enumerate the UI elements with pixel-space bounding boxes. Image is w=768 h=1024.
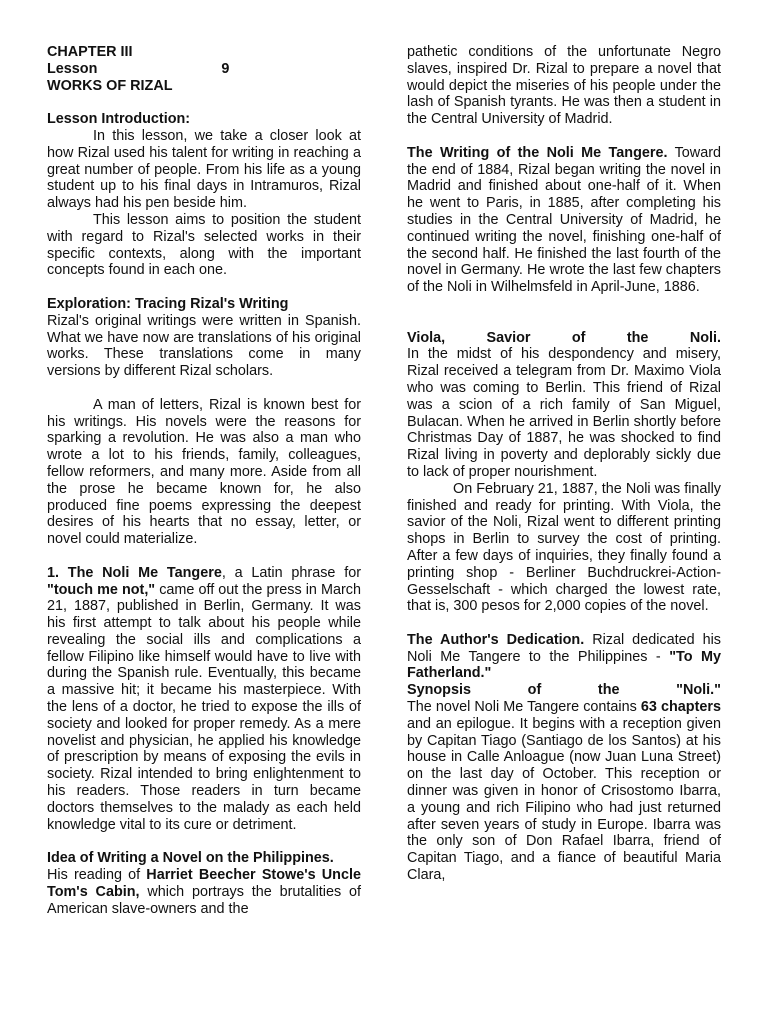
writing-paragraph: The Writing of the Noli Me Tangere. Toward the end of 1884, Rizal began writing the novel in Madrid and finished about one-half of it. When he went to Paris, in 1885, after completing his studies in the Central University of Madrid, he continued writing the novel, finishing one-half of the second half. He finished the last fourth of the novel in Germany. He wrote the last few chapters of the Noli in Wilhelmsfeld in April-June, 1886. [407, 144, 721, 296]
dedication-quote: "To My Fatherland." [407, 648, 721, 682]
viola-paragraph-1: In the midst of his despondency and misery, Rizal received a telegram from Dr. Maximo Viola who was coming to Berlin. This friend of Rizal was a scion of a rich family of San Miguel, Bulacan. When he arrived in Berlin shortly before Christmas Day of 1887, he was shocked to find Rizal living in poverty and deplorably sickly due to lack of proper nourishment. [407, 346, 721, 480]
synopsis-paragraph: The novel Noli Me Tangere contains 63 chapters and an epilogue. It begins with a reception given by Capitan Tiago (Santiago de los Santos) at his house in Calle Anloague (now Juan Luna Street) on the last day of October. This reception or dinner was given in honor of Crisostomo Ibarra, a young and rich Filipino who had just returned after seven years of study in Europe. Ibarra was the only son of Don Rafael Ibarra, friend of Capitan Tiago, and a fiance of beautiful Maria Clara, [407, 699, 721, 884]
noli-title: 1. The Noli Me Tangere [47, 564, 222, 581]
chapter-label: CHAPTER III [47, 44, 133, 60]
noli-quote: "touch me not," [47, 581, 156, 598]
idea-book-title: Harriet Beecher Stowe's Uncle Tom's Cabin, [47, 867, 361, 900]
intro-paragraph-2: This lesson aims to position the student with regard to Rizal's selected works in their specific contexts, along with the important concepts found in each one. [47, 211, 361, 279]
lesson-label: Lesson [47, 60, 98, 77]
lesson-number: 9 [221, 60, 230, 77]
idea-paragraph: His reading of Harriet Beecher Stowe's Uncle Tom's Cabin, which portrays the brutalities of American slave-owners and the [47, 867, 361, 917]
left-column [47, 44, 361, 917]
synopsis-heading: Synopsis of the "Noli." [407, 682, 721, 699]
exploration-heading: Exploration: Tracing Rizal's Writing [47, 295, 289, 312]
right-column [407, 44, 721, 884]
lesson-line [47, 61, 361, 78]
intro-heading: Lesson Introduction: [47, 111, 191, 128]
synopsis-chapters: 63 chapters [640, 699, 721, 716]
exploration-paragraph-1: Rizal's original writings were written in Spanish. What we have now are translations of his original works. These translations come in many versions by different Rizal scholars. [47, 312, 361, 380]
dedication-paragraph: The Author's Dedication. Rizal dedicated his Noli Me Tangere to the Philippines - "To My Fatherland." [407, 631, 721, 682]
dedication-heading: The Author's Dedication. [407, 631, 585, 648]
idea-heading: Idea of Writing a Novel on the Philippines. [47, 850, 334, 867]
continued-paragraph: pathetic conditions of the unfortunate Negro slaves, inspired Dr. Rizal to prepare a novel that would depict the miseries of his people under the lash of Spanish tyrants. He was then a student in the Central University of Madrid. [407, 44, 721, 128]
viola-heading: Viola, Savior of the Noli. [407, 329, 721, 346]
lesson-title: WORKS OF RIZAL [47, 77, 173, 94]
writing-heading: The Writing of the Noli Me Tangere. [407, 144, 668, 161]
intro-paragraph-1: In this lesson, we take a closer look at how Rizal used his talent for writing in reaching a great number of people. From his life as a young student up to his final days in Intramuros, Rizal always had his pen beside him. [47, 127, 361, 212]
viola-paragraph-2: On February 21, 1887, the Noli was finally finished and ready for printing. With Viola, the savior of the Noli, Rizal went to different printing shops in Berlin to survey the cost of printing. After a few days of inquiries, they finally found a printing shop - Berliner Buchdruckrei-Action-Gesselschaft - which charged the lowest rate, that is, 300 pesos for 2,000 copies of the novel. [407, 480, 721, 615]
noli-paragraph: 1. The Noli Me Tangere, a Latin phrase for "touch me not," came off out the press in March 21, 1887, published in Berlin, Germany. It was his first attempt to talk about his people while revealing the social ills and complications a fellow Filipino like himself would have to live with during the Spanish rule. Eventually, this became a massive hit; it became his masterpiece. With the lens of a doctor, he tried to expose the ills of society and looked for proper remedy. As a mere novelist and physician, he applied his knowledge of prescription by means of exposing the evils in society. Rizal intended to bring enlightenment to his readers. Those readers in turn became doctors themselves to the malady as each held knowledge vital to its cure or detriment. [47, 564, 361, 833]
exploration-paragraph-2: A man of letters, Rizal is known best for his writings. His novels were the reasons for sparking a revolution. He was also a man who wrote a lot to his friends, family, colleagues, fellow reformers, and many more. Aside from all the prose he became known for, he also produced fine poems expressing the deepest desires of his hearts that no essay, letter, or novel could materialize. [47, 396, 361, 548]
